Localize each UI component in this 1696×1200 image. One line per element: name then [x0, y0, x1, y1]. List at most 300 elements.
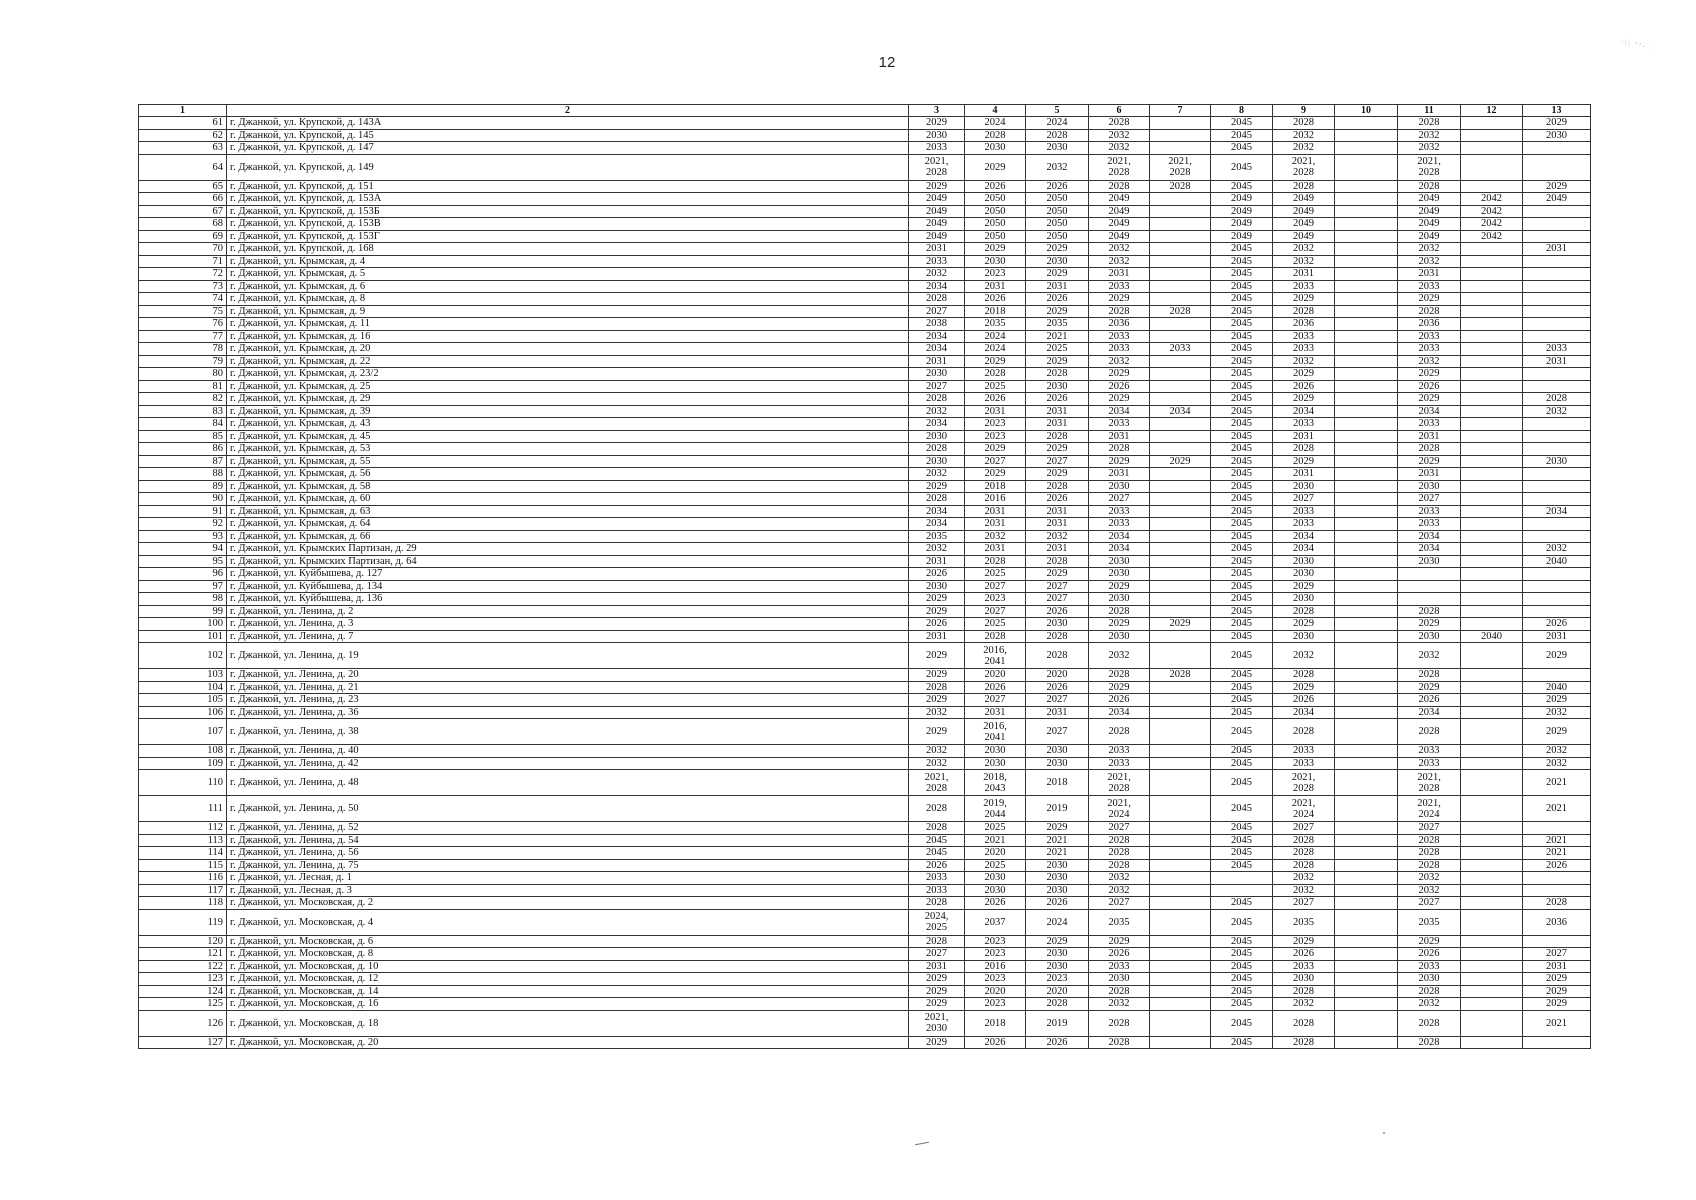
year-cell-col-12	[1461, 543, 1523, 556]
year-cell-col-6: 2033	[1089, 343, 1150, 356]
address-cell: г. Джанкой, ул. Куйбышева, д. 127	[227, 568, 909, 581]
year-cell-col-12	[1461, 872, 1523, 885]
row-number-cell: 86	[139, 443, 227, 456]
year-cell-col-8: 2045	[1211, 757, 1273, 770]
year-cell-col-11	[1398, 580, 1461, 593]
year-cell-col-8: 2045	[1211, 593, 1273, 606]
table-row	[139, 593, 1591, 606]
year-cell-col-6: 2028	[1089, 1036, 1150, 1049]
year-cell-col-11: 2030	[1398, 480, 1461, 493]
year-cell-col-12	[1461, 117, 1523, 130]
year-cell-col-12	[1461, 330, 1523, 343]
year-cell-col-3: 2028	[909, 293, 965, 306]
year-cell-col-3: 2035	[909, 530, 965, 543]
table-row	[139, 129, 1591, 142]
year-cell-col-12	[1461, 796, 1523, 822]
year-cell-col-7	[1150, 480, 1211, 493]
table-row	[139, 380, 1591, 393]
table-row	[139, 218, 1591, 231]
year-cell-col-7	[1150, 243, 1211, 256]
year-cell-col-13	[1523, 330, 1591, 343]
year-cell-col-7	[1150, 973, 1211, 986]
year-cell-col-6: 2027	[1089, 897, 1150, 910]
year-cell-col-7	[1150, 530, 1211, 543]
address-cell: г. Джанкой, ул. Крымская, д. 6	[227, 280, 909, 293]
year-cell-col-6: 2030	[1089, 630, 1150, 643]
year-cell-col-7	[1150, 580, 1211, 593]
year-cell-col-13	[1523, 605, 1591, 618]
year-cell-col-4: 2028	[965, 368, 1026, 381]
year-cell-col-9: 2033	[1273, 745, 1335, 758]
row-number-cell: 92	[139, 518, 227, 531]
year-cell-col-10	[1335, 630, 1398, 643]
year-cell-col-11: 2033	[1398, 505, 1461, 518]
year-cell-col-4: 2029	[965, 154, 1026, 180]
row-number-cell: 91	[139, 505, 227, 518]
year-cell-col-4: 2025	[965, 380, 1026, 393]
address-cell: г. Джанкой, ул. Лесная, д. 3	[227, 884, 909, 897]
year-cell-col-5: 2032	[1026, 530, 1089, 543]
year-cell-col-7	[1150, 643, 1211, 669]
year-cell-col-11: 2049	[1398, 230, 1461, 243]
year-cell-col-7	[1150, 757, 1211, 770]
year-cell-col-6: 2032	[1089, 998, 1150, 1011]
year-cell-col-6: 2028	[1089, 834, 1150, 847]
year-cell-col-13	[1523, 580, 1591, 593]
year-cell-col-10	[1335, 330, 1398, 343]
year-cell-col-4: 2029	[965, 355, 1026, 368]
year-cell-col-7	[1150, 505, 1211, 518]
year-cell-col-10	[1335, 455, 1398, 468]
address-cell: г. Джанкой, ул. Ленина, д. 3	[227, 618, 909, 631]
year-cell-col-9: 2027	[1273, 493, 1335, 506]
year-cell-col-13	[1523, 669, 1591, 682]
year-cell-col-10	[1335, 897, 1398, 910]
year-cell-col-12	[1461, 355, 1523, 368]
year-cell-col-3: 2045	[909, 834, 965, 847]
year-cell-col-9: 2028	[1273, 985, 1335, 998]
year-cell-col-5: 2029	[1026, 305, 1089, 318]
year-cell-col-6: 2032	[1089, 355, 1150, 368]
year-cell-col-11: 2033	[1398, 280, 1461, 293]
year-cell-col-10	[1335, 518, 1398, 531]
row-number-cell: 118	[139, 897, 227, 910]
year-cell-col-6: 2028	[1089, 719, 1150, 745]
year-cell-col-5: 2026	[1026, 1036, 1089, 1049]
year-cell-col-6: 2027	[1089, 493, 1150, 506]
row-number-cell: 114	[139, 847, 227, 860]
year-cell-col-3: 2029	[909, 180, 965, 193]
year-cell-col-11: 2049	[1398, 193, 1461, 206]
year-cell-col-9: 2028	[1273, 1036, 1335, 1049]
table-row	[139, 480, 1591, 493]
row-number-cell: 71	[139, 255, 227, 268]
table-row	[139, 154, 1591, 180]
year-cell-col-12	[1461, 268, 1523, 281]
year-cell-col-5: 2030	[1026, 884, 1089, 897]
row-number-cell: 103	[139, 669, 227, 682]
year-cell-col-9: 2030	[1273, 630, 1335, 643]
year-cell-col-5: 2031	[1026, 706, 1089, 719]
address-cell: г. Джанкой, ул. Ленина, д. 7	[227, 630, 909, 643]
scan-dash-mark	[915, 1142, 929, 1145]
year-cell-col-11: 2021, 2024	[1398, 796, 1461, 822]
year-cell-col-12	[1461, 745, 1523, 758]
address-cell: г. Джанкой, ул. Ленина, д. 36	[227, 706, 909, 719]
year-cell-col-12	[1461, 669, 1523, 682]
address-cell: г. Джанкой, ул. Ленина, д. 42	[227, 757, 909, 770]
address-cell: г. Джанкой, ул. Московская, д. 2	[227, 897, 909, 910]
year-cell-col-3: 2029	[909, 643, 965, 669]
year-cell-col-5: 2027	[1026, 593, 1089, 606]
year-cell-col-12	[1461, 605, 1523, 618]
year-cell-col-5: 2020	[1026, 669, 1089, 682]
year-cell-col-12	[1461, 643, 1523, 669]
row-number-cell: 67	[139, 205, 227, 218]
address-cell: г. Джанкой, ул. Крымская, д. 63	[227, 505, 909, 518]
year-cell-col-8: 2045	[1211, 630, 1273, 643]
row-number-cell: 122	[139, 960, 227, 973]
year-cell-col-13	[1523, 230, 1591, 243]
year-cell-col-13: 2029	[1523, 719, 1591, 745]
year-cell-col-8: 2045	[1211, 480, 1273, 493]
year-cell-col-6: 2028	[1089, 443, 1150, 456]
year-cell-col-10	[1335, 568, 1398, 581]
year-cell-col-4: 2025	[965, 822, 1026, 835]
year-cell-col-13: 2029	[1523, 643, 1591, 669]
year-cell-col-8: 2045	[1211, 142, 1273, 155]
year-cell-col-9: 2049	[1273, 193, 1335, 206]
year-cell-col-11: 2021, 2028	[1398, 154, 1461, 180]
year-cell-col-11: 2049	[1398, 218, 1461, 231]
year-cell-col-10	[1335, 343, 1398, 356]
table-row	[139, 643, 1591, 669]
address-cell: г. Джанкой, ул. Ленина, д. 75	[227, 859, 909, 872]
year-cell-col-3: 2029	[909, 1036, 965, 1049]
year-cell-col-4: 2025	[965, 618, 1026, 631]
year-cell-col-6: 2030	[1089, 593, 1150, 606]
address-cell: г. Джанкой, ул. Крымская, д. 64	[227, 518, 909, 531]
year-cell-col-13	[1523, 530, 1591, 543]
scan-artifact-mark: ·\\ ‘’· ·	[1619, 36, 1655, 54]
year-cell-col-3: 2021, 2030	[909, 1010, 965, 1036]
year-cell-col-10	[1335, 834, 1398, 847]
year-cell-col-7	[1150, 897, 1211, 910]
row-number-cell: 108	[139, 745, 227, 758]
year-cell-col-8: 2045	[1211, 255, 1273, 268]
row-number-cell: 119	[139, 909, 227, 935]
year-cell-col-13: 2029	[1523, 180, 1591, 193]
year-cell-col-6: 2028	[1089, 859, 1150, 872]
year-cell-col-3: 2029	[909, 985, 965, 998]
year-cell-col-8: 2045	[1211, 555, 1273, 568]
year-cell-col-11	[1398, 568, 1461, 581]
year-cell-col-8: 2045	[1211, 418, 1273, 431]
year-cell-col-5: 2028	[1026, 480, 1089, 493]
year-cell-col-11: 2028	[1398, 669, 1461, 682]
table-row	[139, 343, 1591, 356]
year-cell-col-9: 2049	[1273, 205, 1335, 218]
row-number-cell: 102	[139, 643, 227, 669]
year-cell-col-13: 2030	[1523, 455, 1591, 468]
year-cell-col-9: 2028	[1273, 605, 1335, 618]
year-cell-col-12	[1461, 443, 1523, 456]
year-cell-col-3: 2049	[909, 193, 965, 206]
year-cell-col-4: 2020	[965, 985, 1026, 998]
year-cell-col-11: 2027	[1398, 822, 1461, 835]
table-row	[139, 935, 1591, 948]
row-number-cell: 116	[139, 872, 227, 885]
year-cell-col-11: 2028	[1398, 180, 1461, 193]
year-cell-col-6: 2027	[1089, 822, 1150, 835]
year-cell-col-4: 2035	[965, 318, 1026, 331]
table-row	[139, 543, 1591, 556]
row-number-cell: 70	[139, 243, 227, 256]
row-number-cell: 126	[139, 1010, 227, 1036]
year-cell-col-9: 2027	[1273, 822, 1335, 835]
year-cell-col-13: 2021	[1523, 847, 1591, 860]
year-cell-col-13: 2026	[1523, 859, 1591, 872]
year-cell-col-10	[1335, 129, 1398, 142]
year-cell-col-3: 2034	[909, 518, 965, 531]
table-row	[139, 193, 1591, 206]
year-cell-col-8	[1211, 884, 1273, 897]
year-cell-col-10	[1335, 719, 1398, 745]
year-cell-col-7	[1150, 493, 1211, 506]
year-cell-col-8: 2045	[1211, 909, 1273, 935]
year-cell-col-12	[1461, 618, 1523, 631]
year-cell-col-4: 2027	[965, 580, 1026, 593]
year-cell-col-5: 2029	[1026, 822, 1089, 835]
table-row	[139, 681, 1591, 694]
year-cell-col-4: 2025	[965, 859, 1026, 872]
table-row	[139, 330, 1591, 343]
year-cell-col-3: 2034	[909, 418, 965, 431]
year-cell-col-11: 2031	[1398, 468, 1461, 481]
year-cell-col-4: 2028	[965, 129, 1026, 142]
year-cell-col-9: 2034	[1273, 543, 1335, 556]
year-cell-col-9: 2032	[1273, 243, 1335, 256]
column-header-7: 7	[1150, 105, 1211, 117]
year-cell-col-6: 2032	[1089, 129, 1150, 142]
year-cell-col-7	[1150, 418, 1211, 431]
year-cell-col-13: 2021	[1523, 796, 1591, 822]
year-cell-col-3: 2029	[909, 480, 965, 493]
year-cell-col-4: 2018	[965, 480, 1026, 493]
address-cell: г. Джанкой, ул. Крымских Партизан, д. 64	[227, 555, 909, 568]
page-number: 12	[878, 54, 896, 71]
year-cell-col-12	[1461, 719, 1523, 745]
row-number-cell: 74	[139, 293, 227, 306]
year-cell-col-10	[1335, 255, 1398, 268]
row-number-cell: 121	[139, 948, 227, 961]
address-cell: г. Джанкой, ул. Крымская, д. 8	[227, 293, 909, 306]
row-number-cell: 97	[139, 580, 227, 593]
year-cell-col-4: 2023	[965, 998, 1026, 1011]
year-cell-col-5: 2028	[1026, 643, 1089, 669]
table-row	[139, 430, 1591, 443]
year-cell-col-12	[1461, 343, 1523, 356]
year-cell-col-7	[1150, 193, 1211, 206]
year-cell-col-10	[1335, 468, 1398, 481]
year-cell-col-8: 2045	[1211, 935, 1273, 948]
address-cell: г. Джанкой, ул. Ленина, д. 52	[227, 822, 909, 835]
table-row	[139, 318, 1591, 331]
year-cell-col-4: 2020	[965, 669, 1026, 682]
address-cell: г. Джанкой, ул. Ленина, д. 20	[227, 669, 909, 682]
year-cell-col-10	[1335, 405, 1398, 418]
year-cell-col-7	[1150, 205, 1211, 218]
year-cell-col-13	[1523, 493, 1591, 506]
year-cell-col-8: 2045	[1211, 568, 1273, 581]
year-cell-col-7	[1150, 884, 1211, 897]
year-cell-col-3: 2030	[909, 455, 965, 468]
year-cell-col-9: 2028	[1273, 669, 1335, 682]
year-cell-col-10	[1335, 884, 1398, 897]
year-cell-col-9: 2030	[1273, 555, 1335, 568]
year-cell-col-3: 2031	[909, 630, 965, 643]
year-cell-col-8: 2045	[1211, 243, 1273, 256]
year-cell-col-12	[1461, 430, 1523, 443]
year-cell-col-13	[1523, 142, 1591, 155]
year-cell-col-8: 2045	[1211, 580, 1273, 593]
year-cell-col-4: 2026	[965, 393, 1026, 406]
table-row	[139, 909, 1591, 935]
year-cell-col-12	[1461, 505, 1523, 518]
year-cell-col-11: 2033	[1398, 343, 1461, 356]
year-cell-col-8: 2045	[1211, 643, 1273, 669]
row-number-cell: 73	[139, 280, 227, 293]
year-cell-col-10	[1335, 230, 1398, 243]
table-row	[139, 355, 1591, 368]
year-cell-col-3: 2049	[909, 218, 965, 231]
year-cell-col-3: 2027	[909, 948, 965, 961]
year-cell-col-6: 2029	[1089, 455, 1150, 468]
year-cell-col-3: 2029	[909, 669, 965, 682]
year-cell-col-13	[1523, 568, 1591, 581]
year-cell-col-5: 2031	[1026, 405, 1089, 418]
year-cell-col-7: 2028	[1150, 305, 1211, 318]
year-cell-col-8: 2045	[1211, 834, 1273, 847]
row-number-cell: 125	[139, 998, 227, 1011]
year-cell-col-8: 2045	[1211, 530, 1273, 543]
table-row	[139, 605, 1591, 618]
year-cell-col-3: 2026	[909, 618, 965, 631]
table-row	[139, 669, 1591, 682]
year-cell-col-13: 2040	[1523, 555, 1591, 568]
year-cell-col-10	[1335, 218, 1398, 231]
year-cell-col-3: 2028	[909, 681, 965, 694]
year-cell-col-13	[1523, 218, 1591, 231]
year-cell-col-3: 2028	[909, 493, 965, 506]
year-cell-col-3: 2026	[909, 568, 965, 581]
table-row	[139, 568, 1591, 581]
year-cell-col-7: 2029	[1150, 618, 1211, 631]
year-cell-col-13	[1523, 293, 1591, 306]
year-cell-col-9: 2028	[1273, 859, 1335, 872]
year-cell-col-6: 2028	[1089, 1010, 1150, 1036]
year-cell-col-12	[1461, 318, 1523, 331]
year-cell-col-4: 2018	[965, 1010, 1026, 1036]
year-cell-col-3: 2024, 2025	[909, 909, 965, 935]
row-number-cell: 68	[139, 218, 227, 231]
year-cell-col-5: 2029	[1026, 935, 1089, 948]
year-cell-col-3: 2028	[909, 393, 965, 406]
year-cell-col-9: 2021, 2028	[1273, 770, 1335, 796]
year-cell-col-5: 2050	[1026, 205, 1089, 218]
year-cell-col-9: 2033	[1273, 418, 1335, 431]
address-cell: г. Джанкой, ул. Московская, д. 10	[227, 960, 909, 973]
year-cell-col-10	[1335, 580, 1398, 593]
year-cell-col-7	[1150, 605, 1211, 618]
year-cell-col-8	[1211, 872, 1273, 885]
year-cell-col-6: 2026	[1089, 694, 1150, 707]
year-cell-col-5: 2018	[1026, 770, 1089, 796]
year-cell-col-6: 2033	[1089, 757, 1150, 770]
year-cell-col-13: 2040	[1523, 681, 1591, 694]
year-cell-col-5: 2050	[1026, 230, 1089, 243]
table-row	[139, 859, 1591, 872]
year-cell-col-12	[1461, 834, 1523, 847]
year-cell-col-5: 2050	[1026, 218, 1089, 231]
table-row	[139, 230, 1591, 243]
year-cell-col-3: 2028	[909, 796, 965, 822]
year-cell-col-4: 2016, 2041	[965, 643, 1026, 669]
address-cell: г. Джанкой, ул. Крупской, д. 149	[227, 154, 909, 180]
year-cell-col-12	[1461, 418, 1523, 431]
year-cell-col-5: 2030	[1026, 872, 1089, 885]
table-row	[139, 268, 1591, 281]
year-cell-col-8: 2045	[1211, 154, 1273, 180]
year-cell-col-6: 2021, 2028	[1089, 154, 1150, 180]
year-cell-col-10	[1335, 380, 1398, 393]
row-number-cell: 81	[139, 380, 227, 393]
year-cell-col-11: 2032	[1398, 243, 1461, 256]
address-cell: г. Джанкой, ул. Крымская, д. 20	[227, 343, 909, 356]
year-cell-col-10	[1335, 985, 1398, 998]
year-cell-col-12	[1461, 305, 1523, 318]
address-cell: г. Джанкой, ул. Московская, д. 14	[227, 985, 909, 998]
address-cell: г. Джанкой, ул. Крупской, д. 147	[227, 142, 909, 155]
address-cell: г. Джанкой, ул. Крымская, д. 58	[227, 480, 909, 493]
year-cell-col-13: 2027	[1523, 948, 1591, 961]
year-cell-col-5: 2031	[1026, 505, 1089, 518]
year-cell-col-7	[1150, 909, 1211, 935]
year-cell-col-6: 2049	[1089, 205, 1150, 218]
year-cell-col-6: 2032	[1089, 884, 1150, 897]
year-cell-col-13	[1523, 1036, 1591, 1049]
year-cell-col-11: 2033	[1398, 330, 1461, 343]
year-cell-col-10	[1335, 948, 1398, 961]
year-cell-col-7: 2029	[1150, 455, 1211, 468]
year-cell-col-4: 2031	[965, 543, 1026, 556]
year-cell-col-10	[1335, 117, 1398, 130]
year-cell-col-11: 2028	[1398, 985, 1461, 998]
year-cell-col-3: 2021, 2028	[909, 770, 965, 796]
year-cell-col-13: 2028	[1523, 393, 1591, 406]
row-number-cell: 62	[139, 129, 227, 142]
year-cell-col-7	[1150, 872, 1211, 885]
year-cell-col-12: 2042	[1461, 205, 1523, 218]
row-number-cell: 115	[139, 859, 227, 872]
column-header-1: 1	[139, 105, 227, 117]
year-cell-col-13	[1523, 430, 1591, 443]
year-cell-col-3: 2032	[909, 745, 965, 758]
address-cell: г. Джанкой, ул. Московская, д. 20	[227, 1036, 909, 1049]
year-cell-col-12: 2042	[1461, 193, 1523, 206]
column-header-6: 6	[1089, 105, 1150, 117]
year-cell-col-6: 2029	[1089, 580, 1150, 593]
